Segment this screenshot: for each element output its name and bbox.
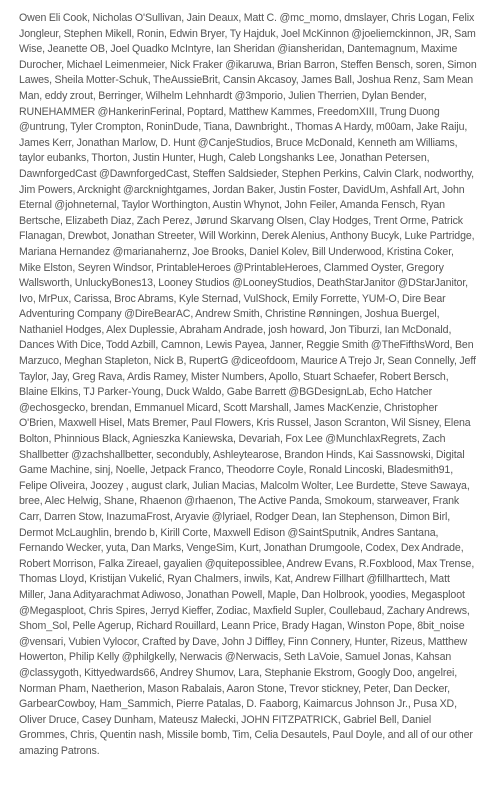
patron-credits-text: Owen Eli Cook, Nicholas O'Sullivan, Jain Deaux, Matt C. @mc_momo, dmslayer, Chris Logan, Felix Jongleur, Stephen Mikell, Ronin, Edwin Bryer, Ty Hajduk, Joel McKinnon @joeliemckinnon, JR, Sam Wise, Jeanette OB, Joel Quadko McIntyre, Ian Sheridan @iansheridan, Dantemagnum, Maxime Durocher, Michael Leimenmeier, Nick Fraker @ikaruwa, Brian Barron, Steffen Bensch, soren, Simon Lawes, Sheila Motter-Schuk, TheAussieBrit, Cansin Akcasoy, James Ball, Joshua Renz, Sam Mean Man, eddy zrout, Berringer, Wilhelm Lehnhardt @3mporio, Julien Therrien, Dylan Bender, RUNEHAMMER @HankerinFerinal, Poptard, Matthew Kammes, FreedomXIII, Trung Duong @untrung, Tyler Crompton, RoninDude, Tiana, Dawnbright., Thomas A Hardy, m00am, Jake Raiju, James Kerr, Jonathan Marlow, D. Hunt @CanjeStudios, Bruce McDonald, Kenneth am Williams, taylor eubanks, Thorton, Justin Hunter, Hugh, Caleb Longshanks Lee, Jonathan Petersen, DawnforgedCast @DawnforgedCast, Steffen Saldsieder, Stephen Perkins, Calvin Clark, nodworthy, Jim Powers, Arcknight @arcknightgames, Jordan Baker, Justin Foster, DavidUm, Ashfall Art, John Eternal @johneternal, Taylor Worthington, Austin Whynot, John Feiler, Amanda Fensch, Ryan Bertsche, Elizabeth Diaz, Zach Perez, Jørund Skarvang Olsen, Clay Hodges, Trent Orme, Patrick Flanagan, Drewbot, Jonathan Streeter, Will Workinn, Derek Alenius, Anthony Bucyk, Luke Partridge, Mariana Hernandez @marianahernz, Joe Brooks, Daniel Kolev, Bill Underwood, Kristina Coker, Mike Elston, Seyren Windsor, PrintableHeroes @PrintableHeroes, Clammed Oyster, Gregory Wallsworth, UnluckyBones13, Looney Studios @LooneyStudios, DeathStarJanitor @DStarJanitor, Ivo, MrPux, Carissa, Broc Abrams, Kyle Sternad, VulShock, Emily Forrette, YUM-O, Dire Bear Adventuring Company @DireBearAC, Andrew Smith, Christine Rønningen, Joshua Buergel, Nathaniel Hodges, Alex Duplessie, Abraham Andrade, josh howard, Jon Tiburzi, Ian McDonald, Dances With Dice, Todd Azbill, Camnon, Lewis Payea, Janner, Reggie Smith @TheFifthsWord, Ben Marzuco, Meghan Stapleton, Nick B, RupertG @diceofdoom, Maurice A Trejo Jr, Sean Connelly, Jeff Taylor, Jay, Greg Rava, Ardis Ramey, Mister Numbers, Apollo, Stuart Schaefer, Robert Bersch, Blaine Elkins, TJ Parker-Young, Duck Waldo, Gabe Barrett @BGDesignLab, Echo Hatcher @echosgecko, brendan, Emmanuel Micard, Scott Marshall, James MacKenzie, Christopher O'Brien, Maxwell Hisel, Mats Bremer, Paul Flowers, Kris Russel, Jason Scranton, Wil Sisney, Elena Bolton, Phinnious Black, Agnieszka Kaniewska, Devariah, Fox Lee @MunchlaxRegrets, Zach Shallbetter @zachshallbetter, secondubly, Ashleytearose, Brandon Hinds, Kai Sassnowski, Digital Game Machine, sinj, Noelle, Jetpack Franco, Theodorre Coyle, Ronald Lincoski, Bladesmith91, Felipe Oliveira, Joozey , august clark, Julian Macias, Malcolm Wolter, Lee Burdette, Steve Sawaya, bree, Alec Helwig, Shane, Rhaenon @rhaenon, The Active Panda, Smokoum, starweaver, Frank Carr, Darren Stow, InazumaFrost, Aryavie @lyriael, Rodger Dean, Ian Stephenson, Dimon Birl, Dermot McLaughlin, brendo b, Kirill Corte, Maxwell Edison @SaintSputnik, Andres Santana, Fernando Wecker, yuta, Dan Marks, VengeSim, Kurt, Jonathan Drumgoole, Codex, Dex Andrade, Robert Morrison, Falka Zireael, gayalien @quitepossiblee, Andrew Evans, R.Foxblood, Max Trense, Thomas Lloyd, Kristijan Vukelić, Ryan Chalmers, inwils, Kat, Andrew Fillhart @fillharttech, Matt Miller, Jana Adityarachmat Adiwoso, Jonathan Powell, Maple, Dan Holbrook, yoodies, Megasploot @Megasploot, Chris Spires, Jerryd Kieffer, Zodiac, Maxfield Supler, Coullebaud, Zachary Andrews, Shom_Sol, Pelle Agerup, Richard Rouillard, Leann Price, Brady Hagan, Winston Pope, 8bit_noise @vensari, Vubien Vylocor, Crafted by Dave, John J Diffley, Finn Connery, Hunter, Rizeus, Matthew Howerton, Philip Kelly @philgkelly, Nerwacis @Nerwacis, Seth LaVoie, Samuel Jonas, Kahsan @classygoth, Kittyedwards66, Andrey Shumov, Lara, Stephanie Ekstrom, Googly Doo, angelrei, Norman Pham, Naetherion, Mason Rabalais, Aaron Stone, Trevor stickney, Peter, Dan Decker, GarbearCowboy, Ham_Sammich, Pierre Patalas, D. Faaborg, Kaimarcus Johnson Jr., Pusa XD, Oliver Druce, Casey Dunham, Mateusz Małecki, JOHN FITZPATRICK, Gabriel Bell, Daniel Grommes, Chris, Quentin nash, Missile bomb, Tim, Celia Desautels, Paul Doyle, and all of our other amazing Patrons. [19, 12, 477, 757]
